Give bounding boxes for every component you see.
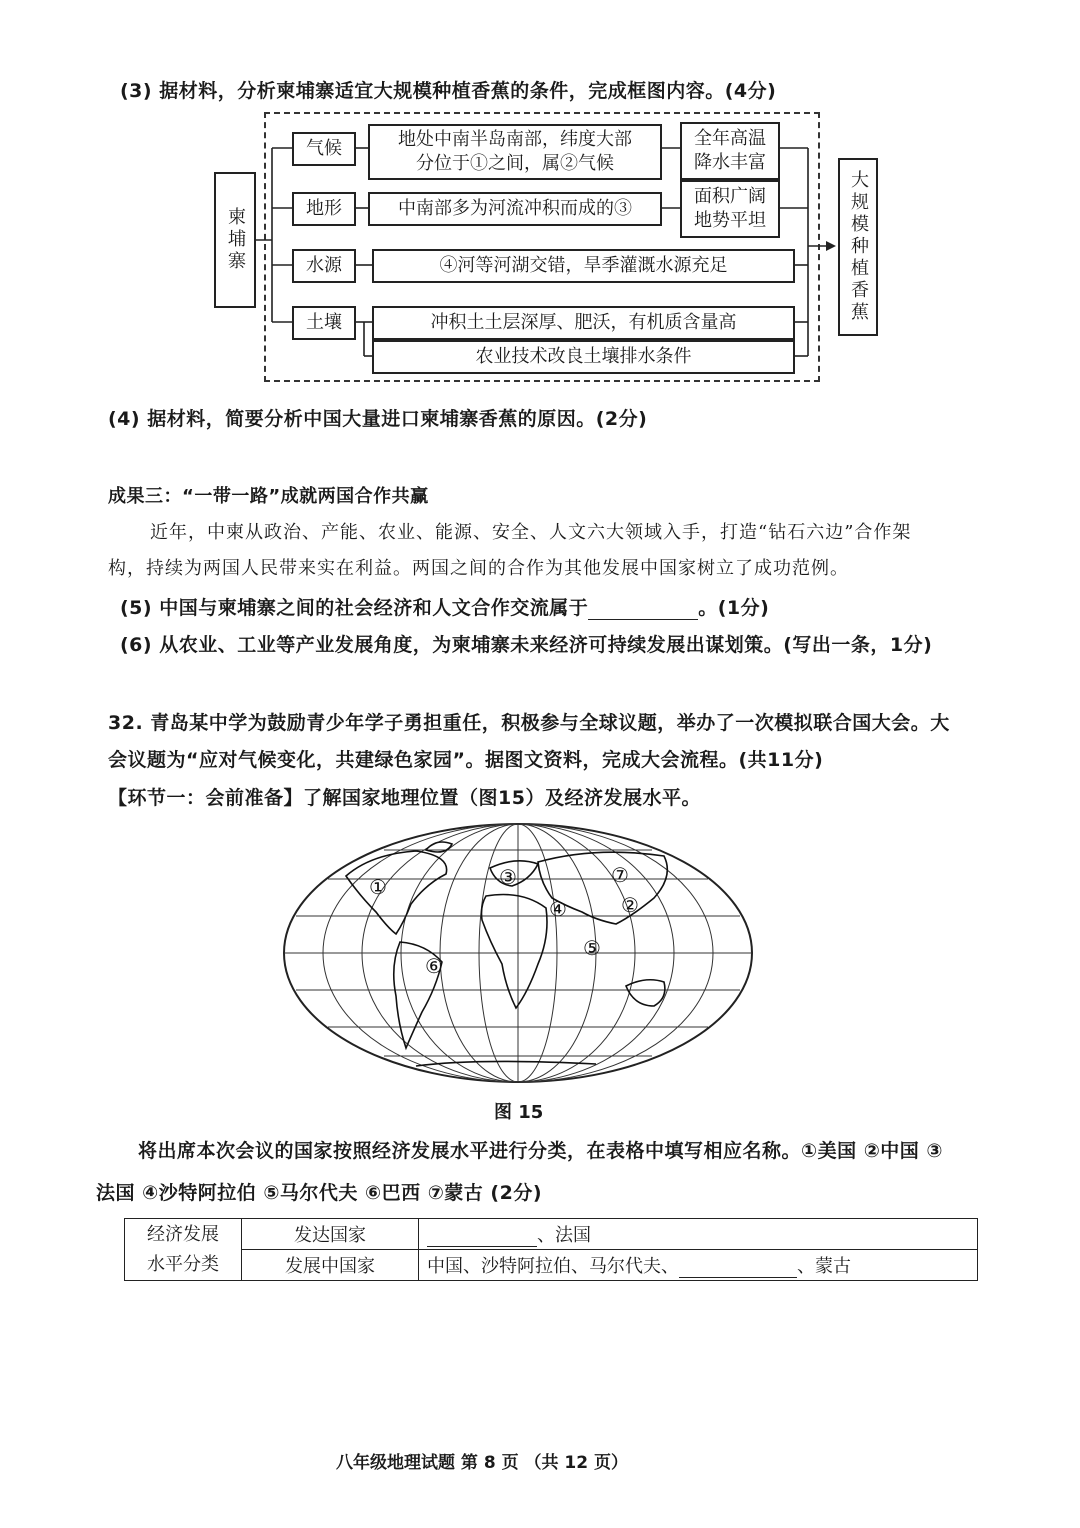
q3-text: (3) 据材料，分析柬埔寨适宜大规模种植香蕉的条件，完成框图内容。(4分) <box>120 80 777 102</box>
q5-suffix: 。(1分) <box>698 597 770 619</box>
marker-3: ③ <box>499 865 517 889</box>
water-desc: ④河等河湖交错，旱季灌溉水源充足 <box>439 255 728 276</box>
q6-text: (6) 从农业、工业等产业发展角度，为柬埔寨未来经济可持续发展出谋划策。(写出一条，1分) <box>120 634 933 656</box>
page-footer: 八年级地理试题 第 8 页 （共 12 页） <box>336 1453 628 1473</box>
classify-line-2: 法国 ④沙特阿拉伯 ⑤马尔代夫 ⑥巴西 ⑦蒙古 (2分) <box>96 1182 543 1204</box>
climate-result-box <box>680 122 780 180</box>
world-map <box>276 816 760 1090</box>
result-box <box>838 158 878 336</box>
climate-desc-line-1: 地处中南半岛南部，纬度大部 <box>398 129 632 150</box>
q5-text <box>120 593 769 620</box>
developing-value-cell <box>419 1250 978 1281</box>
developed-value-cell <box>419 1219 978 1250</box>
section3-title: 成果三：“一带一路”成就两国合作共赢 <box>108 486 429 507</box>
classify-line-1: 将出席本次会议的国家按照经济发展水平进行分类，在表格中填写相应名称。①美国 ②中国 ③ <box>138 1140 943 1162</box>
header-line-2: 水平分类 <box>147 1253 219 1275</box>
developing-label: 发展中国家 <box>242 1250 419 1281</box>
soil-label: 土壤 <box>306 312 342 333</box>
developing-value-2: 、蒙古 <box>797 1256 851 1277</box>
q32-line-2: 会议题为“应对气候变化，共建绿色家园”。据图文资料，完成大会流程。(共11分) <box>108 749 824 771</box>
section3-para-line-1: 近年，中柬从政治、产能、农业、能源、安全、人文六大领域入手，打造“钻石六边”合作架 <box>150 522 912 543</box>
terrain-desc-box <box>368 192 662 226</box>
figure-caption: 图 15 <box>494 1102 544 1123</box>
marker-1: ① <box>369 875 387 899</box>
terrain-desc: 中南部多为河流冲积而成的③ <box>398 198 632 219</box>
developing-value-1: 中国、沙特阿拉伯、马尔代夫、 <box>427 1256 679 1277</box>
soil-label-box <box>292 306 356 340</box>
table-row <box>125 1219 978 1250</box>
q5-prefix: (5) 中国与柬埔寨之间的社会经济和人文合作交流属于 <box>120 597 589 619</box>
marker-4: ④ <box>549 897 567 921</box>
water-label-box <box>292 249 356 283</box>
marker-2: ② <box>621 893 639 917</box>
soil-desc: 冲积土土层深厚、肥沃，有机质含量高 <box>430 312 737 333</box>
terrain-result-line-1: 面积广阔 <box>694 186 766 207</box>
header-cell <box>125 1219 242 1281</box>
section3-para-line-2: 构，持续为两国人民带来实在利益。两国之间的合作为其他发展中国家树立了成功范例。 <box>108 558 849 579</box>
climate-label: 气候 <box>306 138 342 159</box>
climate-desc-box <box>368 124 662 180</box>
marker-6: ⑥ <box>425 954 443 978</box>
table-row <box>125 1250 978 1281</box>
q5-answer-blank[interactable] <box>588 601 698 620</box>
terrain-result-box <box>680 180 780 238</box>
climate-label-box <box>292 132 356 166</box>
q32-section-1: 【环节一：会前准备】了解国家地理位置（图15）及经济发展水平。 <box>108 787 701 809</box>
tech-desc: 农业技术改良土壤排水条件 <box>475 346 692 367</box>
q32-line-1: 32. 青岛某中学为鼓励青少年学子勇担重任，积极参与全球议题，举办了一次模拟联合国大会。大 <box>108 712 950 734</box>
marker-5: ⑤ <box>583 936 601 960</box>
water-label: 水源 <box>306 255 342 276</box>
developing-answer-blank[interactable] <box>679 1259 797 1278</box>
water-desc-box <box>372 249 795 283</box>
header-line-1: 经济发展 <box>147 1223 219 1245</box>
terrain-label: 地形 <box>306 198 342 219</box>
tech-desc-box <box>372 340 795 374</box>
cambodia-label: 柬埔寨 <box>225 207 246 273</box>
climate-result-line-2: 降水丰富 <box>694 152 766 173</box>
soil-desc-box <box>372 306 795 340</box>
terrain-result-line-2: 地势平坦 <box>694 210 766 231</box>
q4-text: (4) 据材料，简要分析中国大量进口柬埔寨香蕉的原因。(2分) <box>108 408 648 430</box>
terrain-label-box <box>292 192 356 226</box>
cambodia-box <box>214 172 256 308</box>
climate-desc-line-2: 分位于①之间，属②气候 <box>416 153 614 174</box>
marker-7: ⑦ <box>611 863 629 887</box>
result-label: 大规模种植香蕉 <box>848 170 869 324</box>
developed-value: 、法国 <box>537 1225 591 1246</box>
developed-answer-blank[interactable] <box>427 1228 537 1247</box>
climate-result-line-1: 全年高温 <box>694 128 766 149</box>
developed-label: 发达国家 <box>242 1219 419 1250</box>
classification-table <box>124 1218 978 1281</box>
